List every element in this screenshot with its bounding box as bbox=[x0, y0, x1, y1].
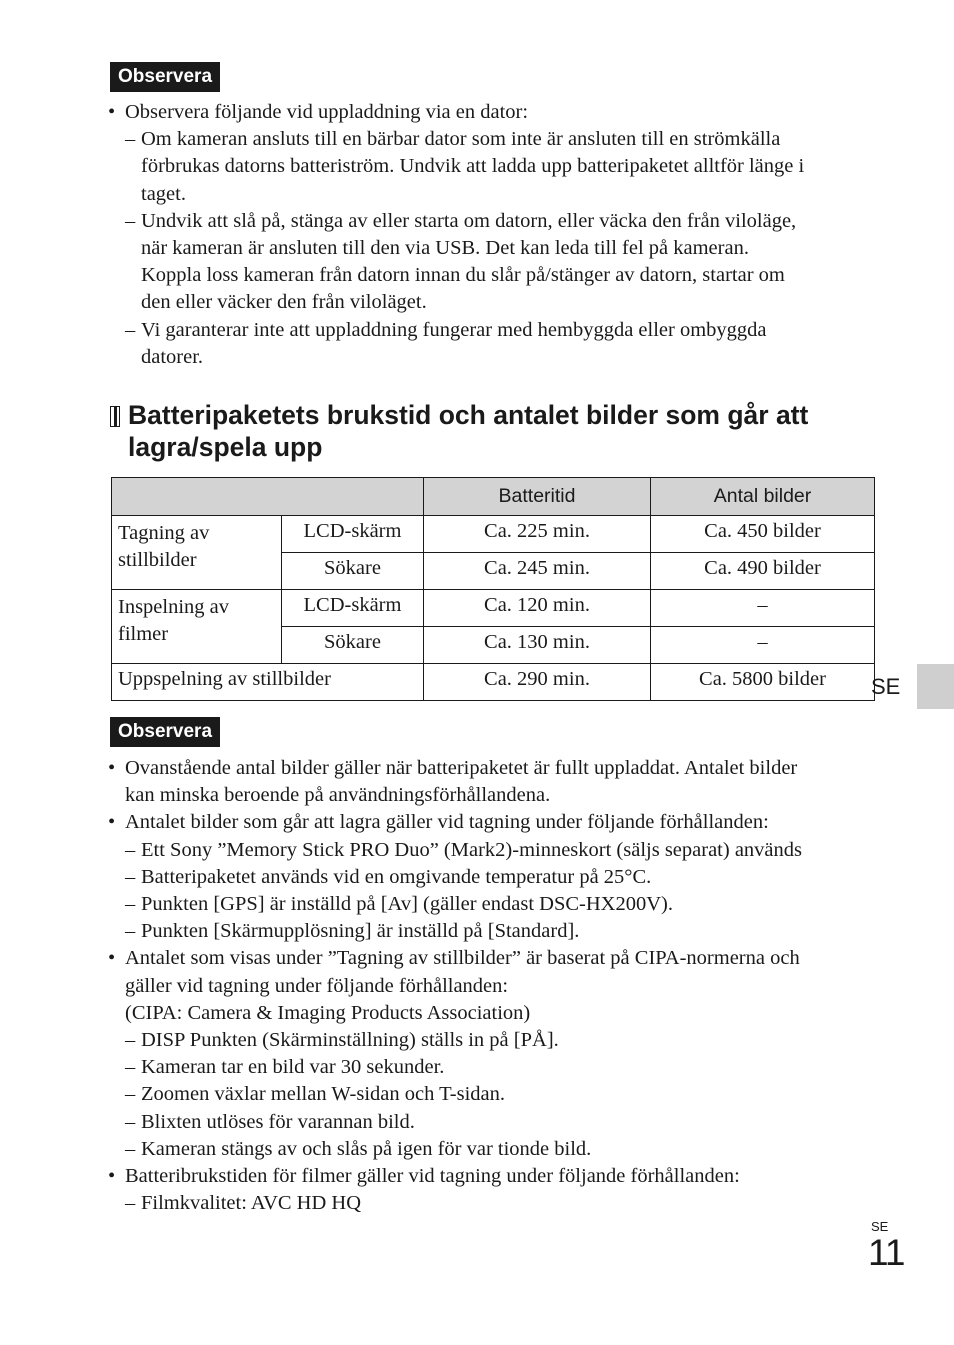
table-count-cell: Ca. 5800 bilder bbox=[651, 664, 875, 701]
section-heading-line: Batteripaketets brukstid och antalet bilder som går att bbox=[128, 400, 809, 430]
list-item: – Kameran stängs av och slås på igen för var tionde bild. bbox=[108, 1136, 868, 1163]
table-header-row bbox=[112, 478, 875, 516]
table-time-cell: Ca. 245 min. bbox=[424, 553, 651, 590]
list-item: – Filmkvalitet: AVC HD HQ bbox=[108, 1190, 868, 1217]
list-item: – Undvik att slå på, stänga av eller starta om datorn, eller väcka den från viloläge, bbox=[108, 208, 868, 235]
list-item: – Punkten [Skärmupplösning] är inställd på [Standard]. bbox=[108, 918, 868, 945]
table-playback-label: Uppspelning av stillbilder bbox=[112, 664, 424, 701]
list-item: • Antalet bilder som går att lagra gäller vid tagning under följande förhållanden: bbox=[108, 809, 868, 836]
category-line: Inspelning av bbox=[118, 596, 230, 618]
table-header-image-count: Antal bilder bbox=[651, 478, 875, 516]
table-row bbox=[112, 590, 875, 627]
battery-life-table bbox=[111, 477, 875, 701]
list-item: taget. bbox=[141, 182, 186, 205]
category-line: Tagning av bbox=[118, 522, 210, 544]
category-line: stillbilder bbox=[118, 549, 197, 571]
category-line: filmer bbox=[118, 623, 169, 645]
list-item: – Ett Sony ”Memory Stick PRO Duo” (Mark2)-minneskort (säljs separat) används bbox=[108, 837, 868, 864]
list-item: kan minska beroende på användningsförhållandena. bbox=[125, 784, 551, 807]
section-marker-icon bbox=[110, 406, 120, 427]
list-item: datorer. bbox=[141, 345, 204, 368]
table-mode-cell: LCD-skärm bbox=[282, 516, 424, 553]
list-item: – Blixten utlöses för varannan bild. bbox=[108, 1109, 868, 1136]
section-heading-line: lagra/spela upp bbox=[128, 432, 323, 462]
list-item: – Zoomen växlar mellan W-sidan och T-sidan. bbox=[108, 1081, 868, 1108]
table-header-battery-time: Batteritid bbox=[424, 478, 651, 516]
language-tab-label: SE bbox=[871, 674, 901, 699]
notes-list-battery bbox=[108, 755, 868, 1217]
list-item: – Punkten [GPS] är inställd på [Av] (gäller endast DSC-HX200V). bbox=[108, 891, 868, 918]
table-category-cell bbox=[112, 590, 282, 664]
table-time-cell: Ca. 225 min. bbox=[424, 516, 651, 553]
list-item: den eller väcker den från viloläget. bbox=[141, 291, 427, 314]
list-item: • Antalet som visas under ”Tagning av stillbilder” är baserat på CIPA-normerna och bbox=[108, 945, 868, 972]
table-category-cell bbox=[112, 516, 282, 590]
table-row bbox=[112, 664, 875, 701]
notes-list-upload bbox=[108, 99, 868, 371]
list-item: förbrukas datorns batteriström. Undvik att ladda upp batteripaketet alltför länge i bbox=[141, 155, 805, 178]
list-item: gäller vid tagning under följande förhållanden: bbox=[125, 974, 509, 997]
page-number: 11 bbox=[868, 1232, 905, 1273]
table-count-cell: – bbox=[651, 627, 875, 664]
list-item: – Batteripaketet används vid en omgivande temperatur på 25°C. bbox=[108, 864, 868, 891]
list-item: – Om kameran ansluts till en bärbar dator som inte är ansluten till en strömkälla bbox=[108, 126, 868, 153]
table-time-cell: Ca. 130 min. bbox=[424, 627, 651, 664]
table-count-cell: Ca. 450 bilder bbox=[651, 516, 875, 553]
list-item: • Ovanstående antal bilder gäller när batteripaketet är fullt uppladdat. Antalet bilder bbox=[108, 755, 868, 782]
list-item: • Observera följande vid uppladdning via en dator: bbox=[108, 99, 868, 126]
table-mode-cell: LCD-skärm bbox=[282, 590, 424, 627]
list-item: – DISP Punkten (Skärminställning) ställs in på [PÅ]. bbox=[108, 1027, 868, 1054]
table-time-cell: Ca. 120 min. bbox=[424, 590, 651, 627]
table-time-cell: Ca. 290 min. bbox=[424, 664, 651, 701]
table-count-cell: – bbox=[651, 590, 875, 627]
observe-label: Observera bbox=[110, 62, 220, 92]
list-item: när kameran är ansluten till den via USB. Det kan leda till fel på kameran. bbox=[141, 237, 749, 260]
language-tab bbox=[917, 664, 954, 709]
page-language-code: SE bbox=[871, 1219, 889, 1234]
table-mode-cell: Sökare bbox=[282, 627, 424, 664]
list-item: – Kameran tar en bild var 30 sekunder. bbox=[108, 1054, 868, 1081]
list-item: • Batteribrukstiden för filmer gäller vid tagning under följande förhållanden: bbox=[108, 1163, 868, 1190]
table-count-cell: Ca. 490 bilder bbox=[651, 553, 875, 590]
observe-label: Observera bbox=[110, 717, 220, 747]
section-heading bbox=[110, 399, 890, 463]
list-item: (CIPA: Camera & Imaging Products Association) bbox=[125, 1001, 531, 1024]
list-item: Koppla loss kameran från datorn innan du slår på/stänger av datorn, startar om bbox=[141, 264, 785, 287]
table-row bbox=[112, 516, 875, 553]
table-mode-cell: Sökare bbox=[282, 553, 424, 590]
table-header-empty bbox=[112, 478, 424, 516]
list-item: – Vi garanterar inte att uppladdning fungerar med hembyggda eller ombyggda bbox=[108, 317, 868, 344]
